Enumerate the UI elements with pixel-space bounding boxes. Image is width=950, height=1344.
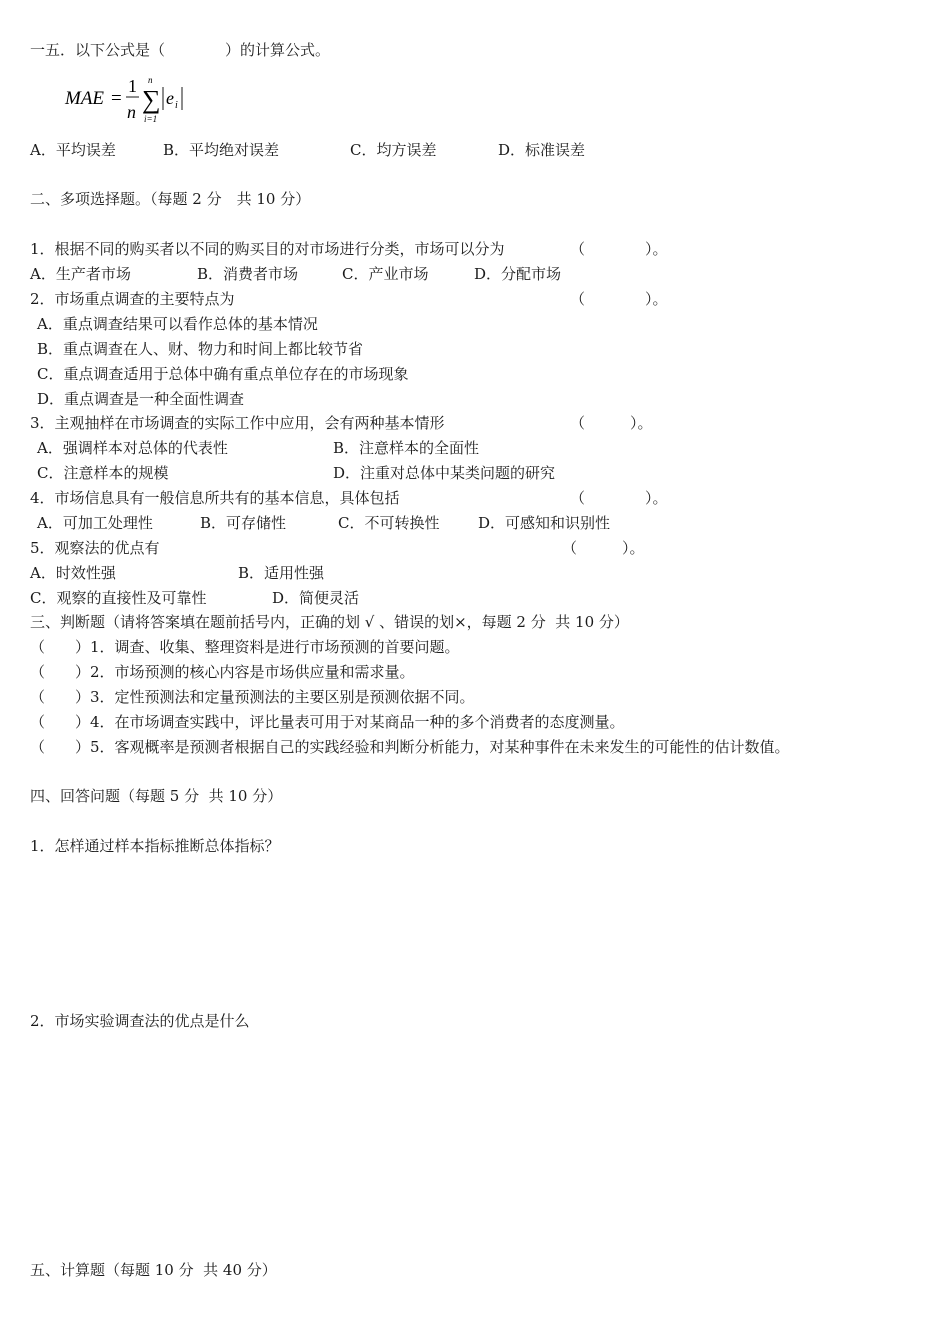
formula-subscript: i — [175, 100, 178, 111]
formula-equals: = — [111, 88, 122, 109]
s2-q3-option-a: A．强调样本对总体的代表性 — [37, 439, 228, 457]
formula-denominator: n — [127, 102, 136, 122]
s2-q2-option-c: C．重点调查适用于总体中确有重点单位存在的市场现象 — [37, 365, 409, 383]
s2-q4-option-b: B．可存储性 — [200, 514, 287, 532]
sum-symbol: ∑ — [142, 85, 161, 114]
s2-q4-option-a: A．可加工处理性 — [37, 514, 153, 532]
s2-q3-answer-bracket: （ ）。 — [570, 414, 653, 432]
formula-term: e — [166, 88, 174, 108]
question-15-stem: 一五．以下公式是（ ）的计算公式。 — [30, 41, 331, 59]
s2-q3-option-c: C．注意样本的规模 — [37, 464, 169, 482]
formula-lhs: MAE — [65, 88, 105, 109]
s2-q4-option-d: D．可感知和识别性 — [478, 514, 611, 532]
s2-q5-option-d: D．简便灵活 — [272, 589, 360, 607]
s2-q2-option-a: A．重点调查结果可以看作总体的基本情况 — [37, 315, 318, 333]
s2-q1-stem: 1．根据不同的购买者以不同的购买目的对市场进行分类，市场可以分为 — [30, 240, 505, 258]
tf-item-5: （ ）5．客观概率是预测者根据自己的实践经验和判断分析能力，对某种事件在未来发生的可能性的估计数值。 — [30, 738, 790, 756]
q15-option-b: B．平均绝对误差 — [163, 141, 280, 159]
s2-q4-stem: 4．市场信息具有一般信息所共有的基本信息，具体包括 — [30, 489, 400, 507]
formula-numerator: 1 — [128, 76, 137, 96]
q15-option-d: D．标准误差 — [498, 141, 586, 159]
q15-option-c: C．均方误差 — [350, 141, 437, 159]
section-2-title: 二、多项选择题。（每题 2 分 共 10 分） — [30, 190, 311, 208]
s2-q3-option-d: D．注重对总体中某类问题的研究 — [333, 464, 556, 482]
s2-q4-answer-bracket: （ ）。 — [570, 489, 668, 507]
s2-q1-option-b: B．消费者市场 — [197, 265, 299, 283]
s2-q5-answer-bracket: （ ）。 — [562, 539, 645, 557]
tf-item-3: （ ）3．定性预测法和定量预测法的主要区别是预测依据不同。 — [30, 688, 475, 706]
s4-question-1: 1．怎样通过样本指标推断总体指标？ — [30, 837, 280, 855]
s2-q2-option-b: B．重点调查在人、财、物力和时间上都比较节省 — [37, 340, 364, 358]
section-4-title: 四、回答问题（每题 5 分 共 10 分） — [30, 787, 283, 805]
s2-q5-option-a: A．时效性强 — [30, 564, 116, 582]
tf-item-1: （ ）1．调查、收集、整理资料是进行市场预测的首要问题。 — [30, 638, 460, 656]
s2-q1-option-c: C．产业市场 — [342, 265, 429, 283]
tf-item-4: （ ）4．在市场调查实践中，评比量表可用于对某商品一种的多个消费者的态度测量。 — [30, 713, 625, 731]
section-5-title: 五、计算题（每题 10 分 共 40 分） — [30, 1261, 277, 1279]
s2-q3-option-b: B．注意样本的全面性 — [333, 439, 480, 457]
q15-option-a: A．平均误差 — [30, 141, 116, 159]
s4-question-2: 2．市场实验调查法的优点是什么 — [30, 1012, 250, 1030]
s2-q5-option-c: C．观察的直接性及可靠性 — [30, 589, 207, 607]
s2-q2-stem: 2．市场重点调查的主要特点为 — [30, 290, 235, 308]
sum-lower-limit: i=1 — [144, 114, 158, 124]
mae-formula — [64, 74, 194, 130]
s2-q1-option-a: A．生产者市场 — [30, 265, 131, 283]
s2-q2-option-d: D．重点调查是一种全面性调查 — [37, 390, 245, 408]
sum-upper-limit: n — [148, 75, 153, 85]
section-3-title: 三、判断题（请将答案填在题前括号内，正确的划 √ 、错误的划×，每题 2 分 共 10 分） — [30, 613, 629, 631]
tf-item-2: （ ）2．市场预测的核心内容是市场供应量和需求量。 — [30, 663, 415, 681]
s2-q4-option-c: C．不可转换性 — [338, 514, 440, 532]
s2-q2-answer-bracket: （ ）。 — [570, 290, 668, 308]
s2-q1-option-d: D．分配市场 — [474, 265, 562, 283]
s2-q5-option-b: B．适用性强 — [238, 564, 325, 582]
s2-q3-stem: 3．主观抽样在市场调查的实际工作中应用，会有两种基本情形 — [30, 414, 445, 432]
s2-q5-stem: 5．观察法的优点有 — [30, 539, 160, 557]
s2-q1-answer-bracket: （ ）。 — [570, 240, 668, 258]
